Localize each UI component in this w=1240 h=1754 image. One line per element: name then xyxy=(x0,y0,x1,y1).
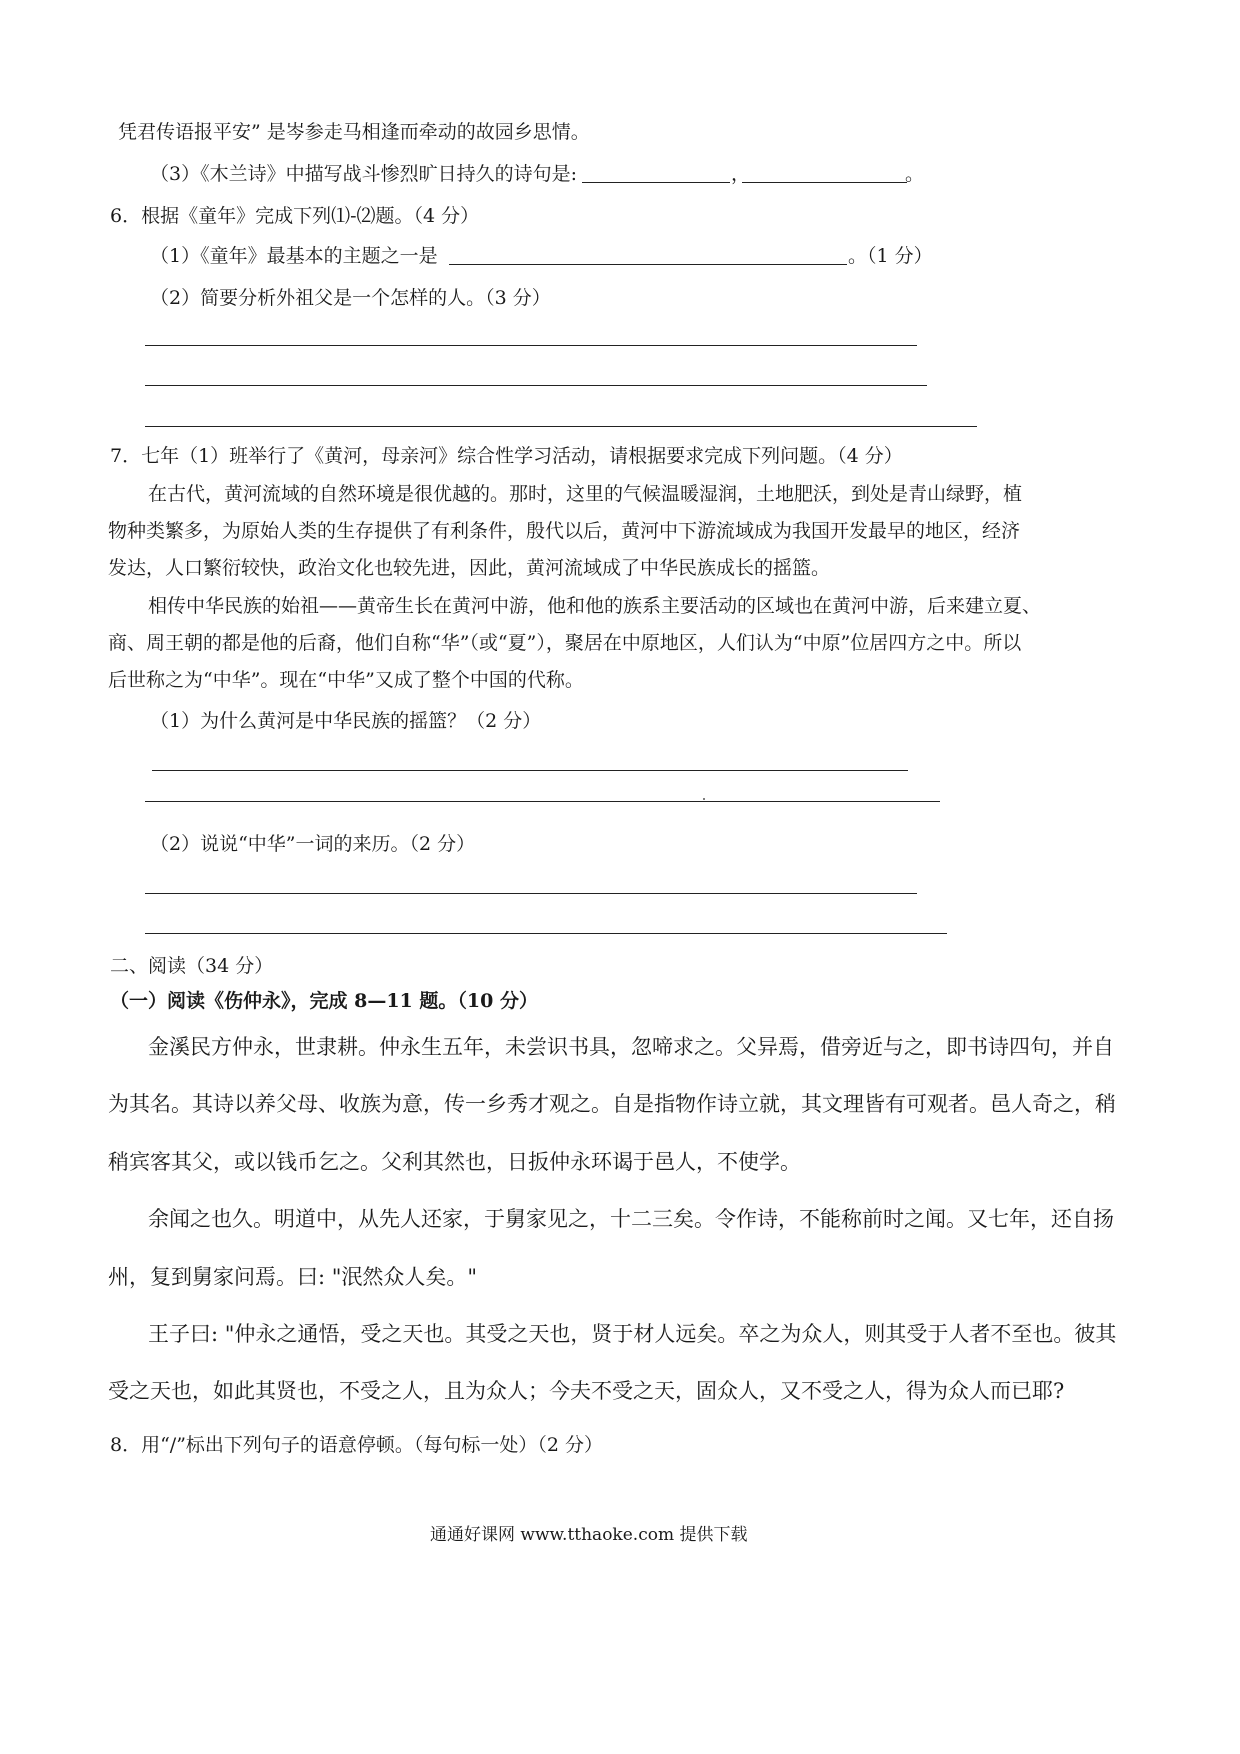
q6-1-text: （1）《童年》最基本的主题之一是 xyxy=(150,245,438,267)
q6-2-answer-line-1[interactable] xyxy=(145,345,917,346)
section-2-1-heading: （一）阅读《伤仲永》，完成 8—11 题。（10 分） xyxy=(110,990,538,1012)
q7-1-text: （1）为什么黄河是中华民族的摇篮？（2 分） xyxy=(150,710,542,732)
q7-passage-2-line-3: 后世称之为“中华”。现在“中华”又成了整个中国的代称。 xyxy=(108,669,584,691)
reading-paragraph-2-line-2: 州，复到舅家问焉。曰: "泯然众人矣。" xyxy=(108,1265,478,1289)
q5-3-separator: ， xyxy=(731,163,751,185)
q7-1-answer-line-1[interactable] xyxy=(152,770,908,771)
stray-dot xyxy=(703,798,705,800)
q5-3-answer-blank-2[interactable] xyxy=(742,182,907,183)
q5-3-text: （3）《木兰诗》中描写战斗惨烈旷日持久的诗句是: xyxy=(150,163,577,185)
page-footer: 通通好课网 www.tthaoke.com 提供下载 xyxy=(430,1525,748,1545)
q6-title: 6．根据《童年》完成下列⑴-⑵题。（4 分） xyxy=(110,205,480,227)
q7-passage-2-line-1: 相传中华民族的始祖——黄帝生长在黄河中游，他和他的族系主要活动的区域也在黄河中游，后来建立夏、 xyxy=(148,595,1042,617)
line-poem-note: 凭君传语报平安” 是岑参走马相逢而牵动的故园乡思情。 xyxy=(118,121,590,143)
q7-2-answer-line-2[interactable] xyxy=(145,933,947,934)
q7-passage-2-line-2: 商、周王朝的都是他的后裔，他们自称“华”（或“夏”），聚居在中原地区，人们认为“中原”位居四方之中。所以 xyxy=(108,632,1022,654)
reading-paragraph-2-line-1: 余闻之也久。明道中，从先人还家，于舅家见之，十二三矣。令作诗，不能称前时之闻。又七年，还自扬 xyxy=(148,1207,1114,1231)
q7-passage-1-line-2: 物种类繁多，为原始人类的生存提供了有利条件，殷代以后，黄河中下游流域成为我国开发最早的地区，经济 xyxy=(108,520,1021,542)
q6-1-answer-blank[interactable] xyxy=(449,264,847,265)
section-2-heading: 二、阅读（34 分） xyxy=(110,955,274,977)
q7-title: 7．七年（1）班举行了《黄河，母亲河》综合性学习活动，请根据要求完成下列问题。（4 分） xyxy=(110,445,903,467)
q7-2-text: （2）说说“中华”一词的来历。（2 分） xyxy=(150,833,476,855)
q7-passage-1-line-1: 在古代，黄河流域的自然环境是很优越的。那时，这里的气候温暖湿润，土地肥沃，到处是青山绿野，植 xyxy=(148,483,1023,505)
reading-paragraph-1-line-1: 金溪民方仲永，世隶耕。仲永生五年，未尝识书具，忽啼求之。父异焉，借旁近与之，即书诗四句，并自 xyxy=(148,1035,1114,1059)
reading-paragraph-3-line-1: 王子曰: "仲永之通悟，受之天也。其受之天也，贤于材人远矣。卒之为众人，则其受于人者不至也。彼其 xyxy=(148,1322,1117,1346)
q7-passage-1-line-3: 发达，人口繁衍较快，政治文化也较先进，因此，黄河流域成了中华民族成长的摇篮。 xyxy=(108,557,831,579)
q8-text: 8．用“/”标出下列句子的语意停顿。（每句标一处）（2 分） xyxy=(110,1434,604,1456)
reading-paragraph-1-line-2: 为其名。其诗以养父母、收族为意，传一乡秀才观之。自是指物作诗立就，其文理皆有可观者。邑人奇之，稍 xyxy=(108,1092,1116,1116)
q6-1-end: 。（1 分） xyxy=(848,245,933,267)
q5-3-answer-blank-1[interactable] xyxy=(582,182,730,183)
q6-2-answer-line-3[interactable] xyxy=(145,426,977,427)
q6-2-answer-line-2[interactable] xyxy=(145,385,927,386)
reading-paragraph-1-line-3: 稍宾客其父，或以钱币乞之。父利其然也，日扳仲永环谒于邑人，不使学。 xyxy=(108,1150,801,1174)
q7-1-answer-line-2[interactable] xyxy=(145,801,940,802)
q5-3-end: 。 xyxy=(905,163,925,185)
q7-2-answer-line-1[interactable] xyxy=(145,893,917,894)
reading-paragraph-3-line-2: 受之天也，如此其贤也，不受之人，且为众人；今夫不受之天，固众人，又不受之人，得为众人而已耶? xyxy=(108,1379,1065,1403)
q6-2-text: （2）简要分析外祖父是一个怎样的人。（3 分） xyxy=(150,287,551,309)
